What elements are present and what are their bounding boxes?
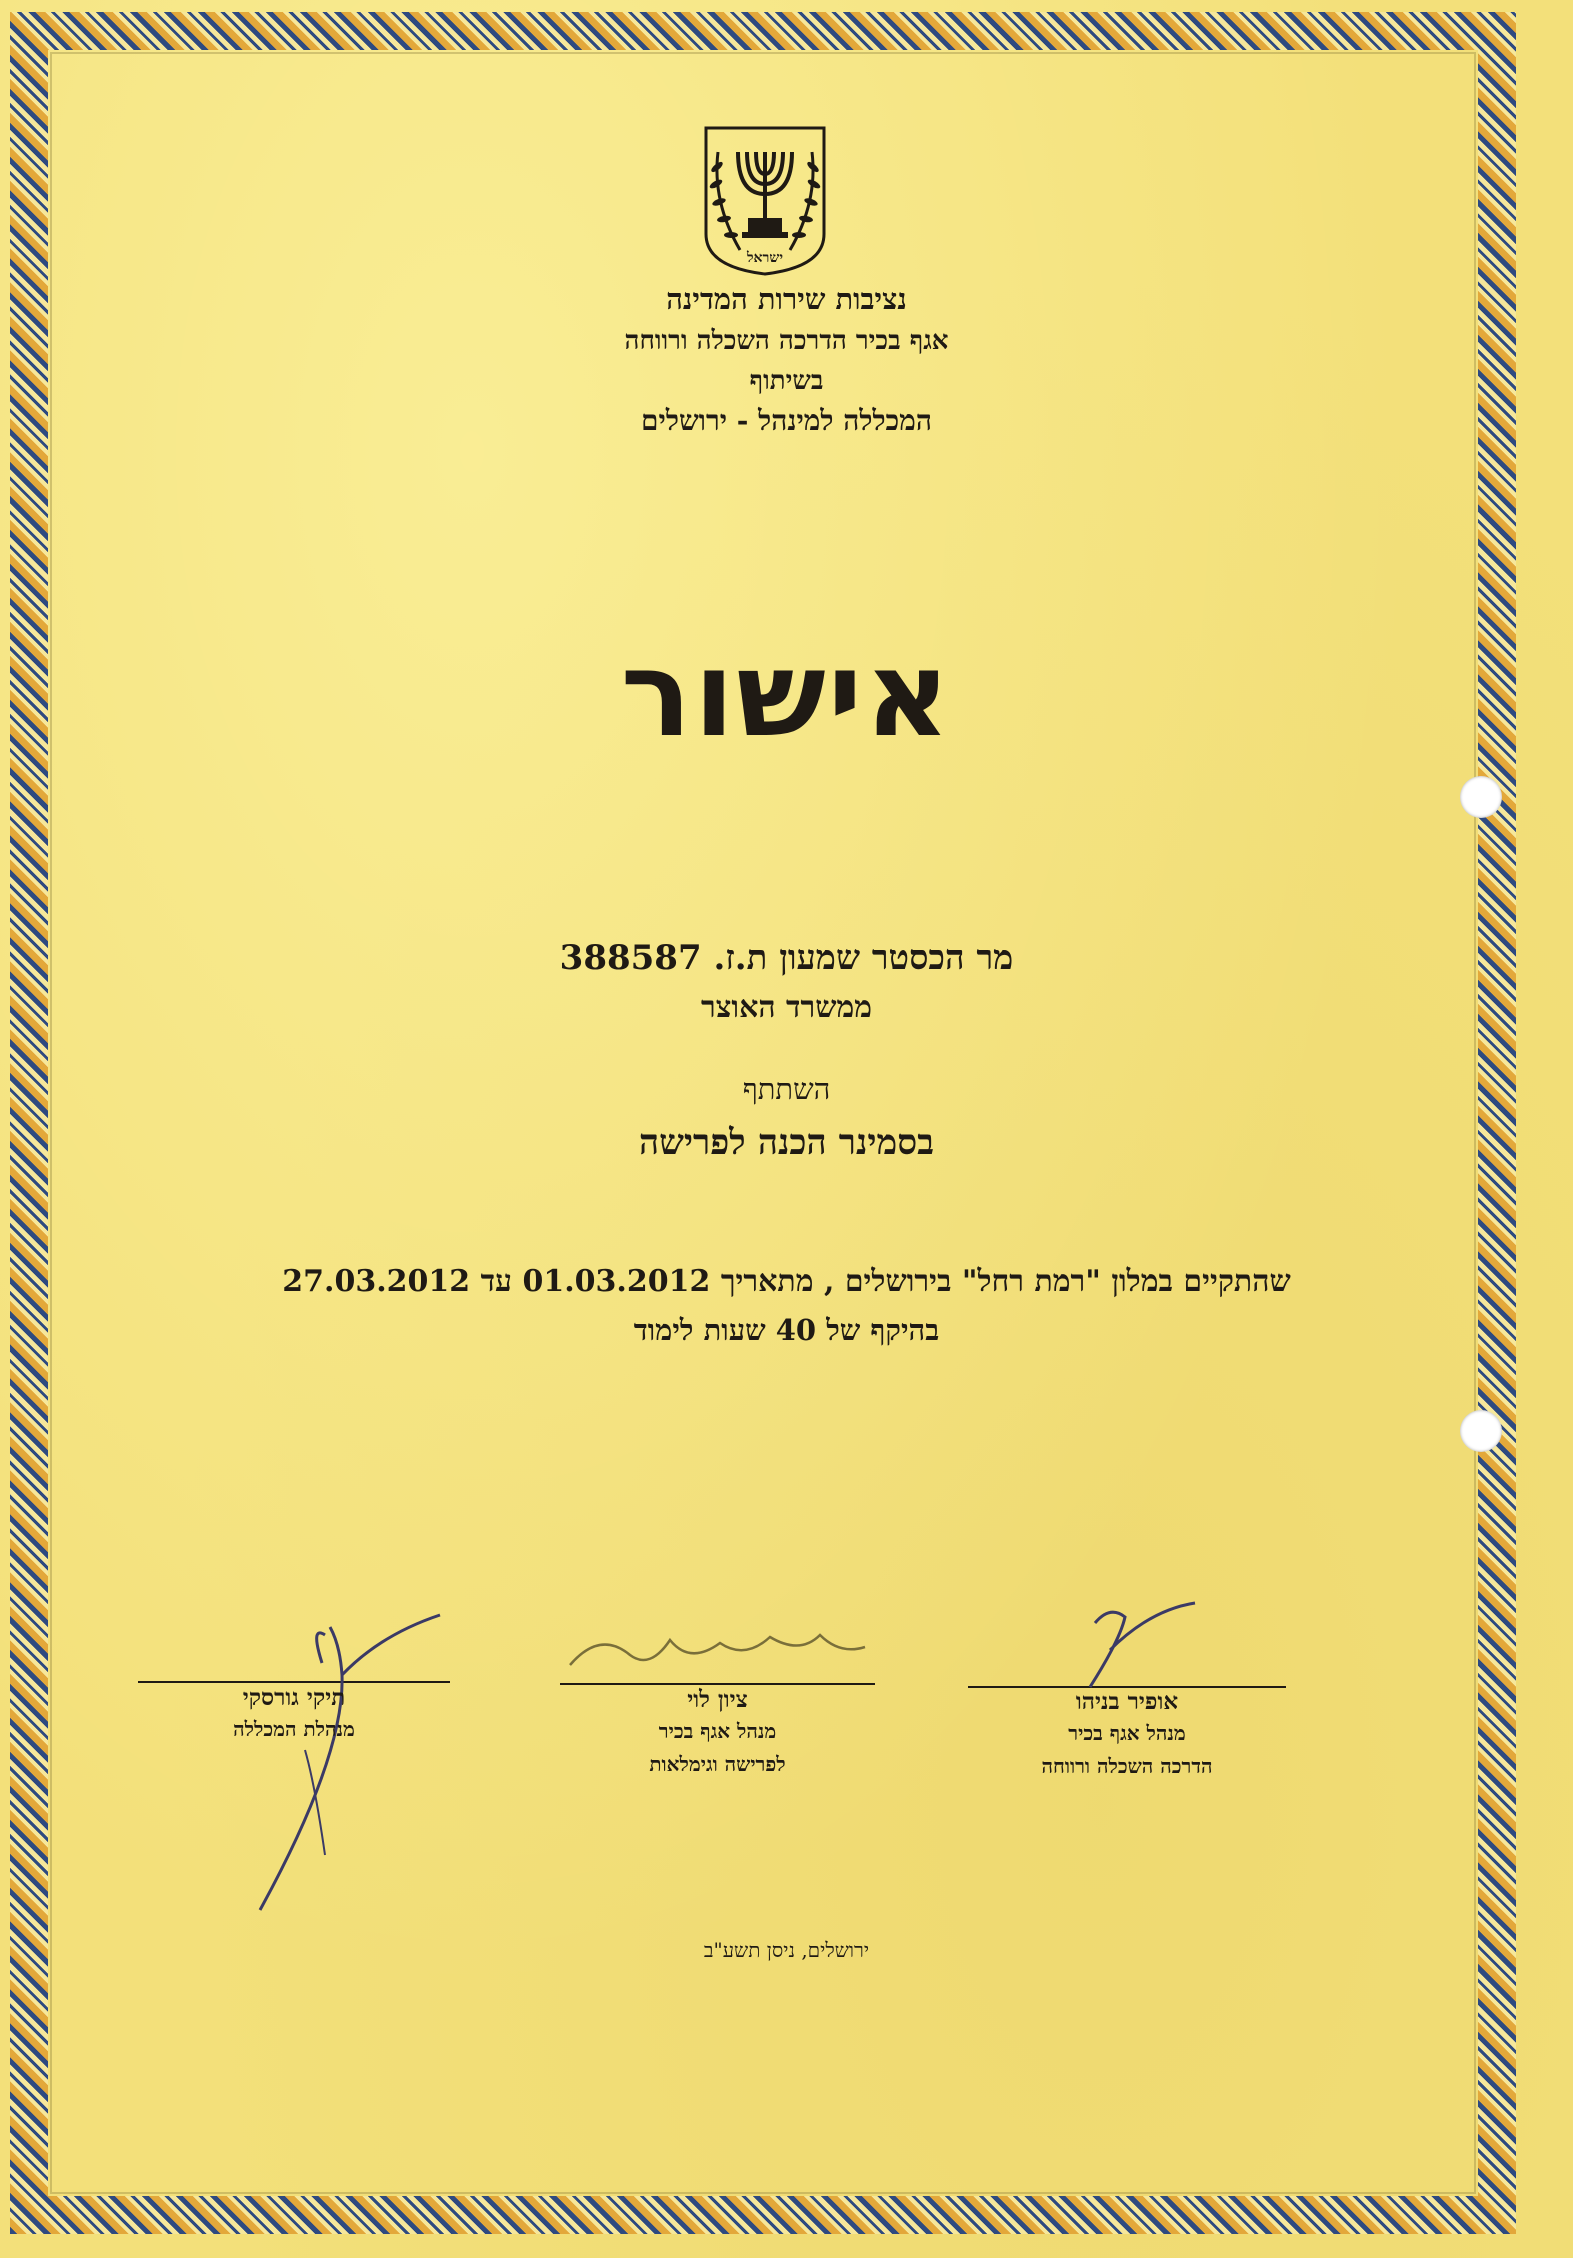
participation-verb: השתתף (742, 1072, 831, 1106)
handwritten-signature-left (230, 1615, 460, 1915)
signatory-2-role-1: מנהל אגף בכיר (658, 1719, 777, 1743)
state-emblem-menorah-icon (700, 122, 830, 277)
signatory-1-role-1: מנהל אגף בכיר (1068, 1721, 1186, 1745)
signatory-1-role-2: הדרכה השכלה ורווחה (1041, 1754, 1213, 1778)
signatory-1-name: אופיר בניהו (1075, 1688, 1179, 1715)
course-hours: בהיקף של 40 שעות לימוד (633, 1313, 940, 1347)
binder-hole-top (1460, 776, 1502, 818)
issuer-line-3: בשיתוף (749, 366, 824, 396)
course-name: בסמינר הכנה לפרישה (638, 1122, 935, 1163)
issue-place-date: ירושלים, ניסן תשע"ב (703, 1938, 870, 1962)
issuer-line-1: נציבות שירות המדינה (666, 282, 907, 316)
issuer-line-4: המכללה למינהל - ירושלים (641, 404, 932, 437)
emblem-text: ישראל (747, 250, 783, 266)
signatory-3 (138, 1684, 450, 1747)
signatory-1 (968, 1688, 1286, 1781)
handwritten-signature-right (1050, 1595, 1200, 1695)
signatory-2-name: ציון לוי (687, 1686, 748, 1713)
recipient-office: ממשרד האוצר (700, 990, 873, 1025)
handwritten-signature-middle (560, 1625, 880, 1675)
signatory-2 (560, 1686, 875, 1779)
signatory-2-role-2: לפרישה וגימלאות (649, 1752, 786, 1776)
binder-hole-bottom (1460, 1410, 1502, 1452)
recipient-name: מר הכסטר שמעון ת.ז. 388587 (559, 938, 1014, 978)
signature-line-middle (560, 1683, 875, 1685)
signatory-3-name: תיקי גורסקי (242, 1684, 346, 1711)
issuer-line-2: אגף בכיר הדרכה השכלה ורווחה (624, 326, 949, 356)
signatory-3-role-1: מנהלת המכללה (233, 1717, 355, 1741)
certificate-title: אישור (620, 625, 953, 763)
course-dates: שהתקיים במלון "רמת רחל" בירושלים , מתאריך 01.03.2012 עד 27.03.2012 (282, 1264, 1291, 1299)
